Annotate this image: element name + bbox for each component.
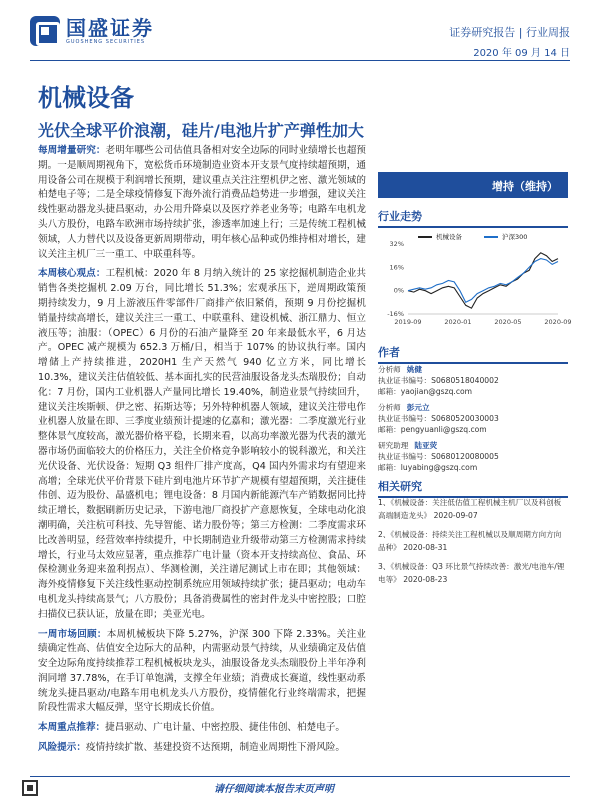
related-date: 2020-08-23: [403, 575, 448, 584]
author-cert: 执业证书编号：S0680518040002: [378, 376, 499, 385]
author-block: [378, 364, 568, 397]
x-tick-label: 2019-09: [394, 318, 422, 326]
related-title: 1、《机械设备：关注低估值工程机械主机厂以及科创板高端制造龙头》: [378, 498, 562, 520]
paragraph-text: 老明年哪些公司估值具备相对安全边际的同时业绩增长也超预期。一是顺周期视角下，宽松货币环境制造业资本开支景气度持续超预期，通用设备公司在规模于利润增长预期，建议重点关注注塑机伊之密、激光领域的柏楚电子等；二是全球疫情修复下海外流行消费品趋势进一步增强，建议关注线性驱动器龙头捷昌驱动，办公用升降桌以及医疗养老业务等；电路车电机龙头八方股份，电路车欧洲市场持续扩张，渗透率加速上行；三是传统工程机械领域，人力替代以及设备更新周期带动，明年核心品种或仍维持相对增长，建议关注主机厂三一重工、中联重科等。: [38, 145, 367, 260]
footer-divider: [30, 776, 570, 777]
paragraph-text: 本周机械板块下降 5.27%，沪深 300 下降 2.33%。关注业绩确定性高、估值安全边际大的品种，内需驱动景气持续，从业绩确定及估值安全边际角度持续推荐工程机械板块龙头，油服设备龙头杰瑞股份上半年净利润同增 37.78%，在手订单饱满，支撑全年业绩；消费成长赛道，线性驱动系统龙头捷昌驱动/电路车用电机龙头八方股份，疫情催化行业终端需求，把握阶段性需求大幅反弹，坚守长期成长价值。: [38, 628, 367, 714]
industry-trend-heading: 行业走势: [378, 208, 568, 228]
logo-chinese-name: 国盛证券: [66, 15, 154, 40]
author-name: 姚健: [406, 365, 422, 374]
legend-swatch: [484, 236, 498, 238]
chart-legend: [418, 232, 527, 241]
paragraph-label: 本周核心观点：: [38, 268, 106, 280]
paragraph-text: 工程机械：2020 年 8 月纳入统计的 25 家挖掘机制造企业共销售各类挖掘机 2.09 万台，同比增长 51.3%；宏观承压下，逆周期政策预期持续发力，9 月上游液压件零部件厂商排产依旧紧俏，预期 9 月份挖掘机销量持续高增长，建议关注三一重工、中联重科、建设机械、浙江鼎力、恒立液压等；油服：（OPEC）6 月份的石油产量降至 20 年来最低水平，6 月达产。OPEC 减产规模为 652.3 万桶/日，相当于 107% 的协议执行率。国内增储上产持续推进，2020H1 生产天然气 940 亿立方米，同比增长 10.3%，建议关注估值较低、基本面扎实的民营油服设备龙头杰瑞股份；自动化：7 月份，国内工业机器人产量同比增长 19.40%，制造业景气持续回升，建议关注埃斯顿、伊之密、拓斯达等；另外特种机器人领域，建议关注带电作业机器人放量在即、三季度业绩预计提速的亿嘉和；激光器：二季度激光行业整体景气度较高，激光器价格平稳，长期来看，以高功率激光器为代表的激光器市场仍面临较大的价格压力，关注全价格竞争影响较小的锐科激光，和关注光伏设备、光伏设备：短期 Q3 组件厂排产度高，Q4 国内外需求均有望迎来高增；全球光伏平价背景下硅片到电池片环节扩产规模有望超预期，关注捷佳伟创、迈为股份、晶盛机电；锂电设备：8 月国内新能源汽车产销数据同比持续正增长，数据刷新历史记录，下游电池厂商投扩产意愿恢复，全球电动化浪潮明确，关注杭可科技、先导智能、诺力股份等；第三方检测：二季度需求环比改善明显，经营效率持续提升，中长期制造业升级带动第三方检测需求持续增长，行业马太效应显著，重点推荐广电计量（资本开支持续高位、食品、环保检测业务迎来盈利拐点）、华测检测，关注谱尼测试上市在即；其他领域：海外疫情修复下关注线性驱动控制系统应用领域持续扩张；捷昌驱动；电动车电机龙头持续高景气；八方股份；具备消费属性的密封件龙头中密控股；口腔扫描仪已获认证，放量在即；美亚光电。: [38, 268, 366, 620]
author-email[interactable]: 邮箱：luyabing@gszq.com: [378, 463, 478, 472]
paragraph-label: 一周市场回顾：: [38, 628, 107, 640]
author-cert: 执业证书编号：S0680120080005: [378, 452, 499, 461]
report-date: 2020 年 09 月 14 日: [473, 48, 570, 59]
logo-mark-icon: [30, 16, 60, 46]
y-tick-label: 32%: [389, 240, 404, 248]
rating-badge: 增持（维持）: [378, 172, 568, 198]
paragraph-risk: [38, 741, 366, 756]
legend-label: 沪深300: [502, 233, 528, 241]
paragraph-label: 风险提示：: [38, 742, 86, 754]
page-title: 机械设备: [38, 83, 134, 112]
qr-code-icon: [22, 780, 38, 796]
header-divider: [30, 60, 570, 61]
related-title: 2、《机械设备：持续关注工程机械以及顺周期方向方向品种》: [378, 530, 562, 552]
legend-item-machinery: [418, 232, 462, 241]
related-title: 3、《机械设备：Q3 环比景气持续改善：激光/电池车/锂电等》: [378, 562, 565, 584]
y-tick-label: 0%: [393, 286, 404, 295]
author-email[interactable]: 邮箱：pengyuanli@gszq.com: [378, 425, 487, 434]
y-tick-label: -16%: [387, 310, 404, 318]
legend-item-hs300: [484, 232, 527, 241]
paragraph-market-review: [38, 628, 366, 717]
related-item[interactable]: [378, 560, 568, 586]
main-text-column: [38, 144, 366, 764]
author-name-row: [378, 364, 568, 375]
author-name-row: [378, 440, 568, 451]
author-name-row: [378, 402, 568, 413]
authors-heading: 作者: [378, 344, 568, 364]
paragraph-label: 每周增量研究：: [38, 145, 106, 156]
author-name: 陆亚荧: [414, 441, 438, 450]
author-block: [378, 440, 568, 473]
report-subtitle: 光伏全球平价浪潮，硅片/电池片扩产弹性加大: [38, 121, 364, 140]
chart-svg: [378, 230, 572, 330]
report-type: 证券研究报告 | 行业周报: [449, 26, 570, 39]
related-research-heading: 相关研究: [378, 478, 568, 498]
author-cert: 执业证书编号：S0680520030003: [378, 414, 499, 423]
paragraph-text: 捷昌驱动、广电计量、中密控股、捷佳伟创、柏楚电子。: [105, 722, 345, 734]
paragraph-label: 本周重点推荐：: [38, 722, 106, 734]
legend-swatch: [418, 236, 432, 238]
y-tick-label: 16%: [389, 263, 404, 272]
author-name: 彭元立: [406, 403, 430, 412]
paragraph-text: 疫情持续扩散、基建投资不达预期，制造业周期性下滑风险。: [85, 742, 345, 754]
author-role: 分析师: [378, 365, 401, 374]
related-research-list: [378, 496, 568, 592]
related-date: 2020-08-31: [403, 543, 448, 552]
author-role: 分析师: [378, 403, 401, 412]
x-tick-label: 2020-05: [494, 318, 522, 326]
author-role: 研究助理: [378, 441, 409, 450]
x-tick-label: 2020-09: [544, 318, 572, 326]
footer-disclaimer: 请仔细阅读本报告末页声明: [214, 784, 334, 795]
related-item[interactable]: [378, 528, 568, 554]
related-date: 2020-09-07: [433, 511, 478, 520]
related-item[interactable]: [378, 496, 568, 522]
series-line-hs300: [408, 259, 558, 303]
paragraph-weekly-research: [38, 144, 366, 262]
logo-english-name: GUOSHENG SECURITIES: [66, 38, 146, 45]
company-logo: [30, 16, 154, 46]
paragraph-recommendations: [38, 721, 366, 736]
author-block: [378, 402, 568, 435]
industry-trend-chart: [378, 230, 572, 330]
legend-label: 机械设备: [436, 233, 462, 241]
author-email[interactable]: 邮箱：yaojian@gszq.com: [378, 387, 473, 396]
paragraph-core-views: [38, 267, 366, 622]
x-tick-label: 2020-01: [444, 318, 472, 326]
